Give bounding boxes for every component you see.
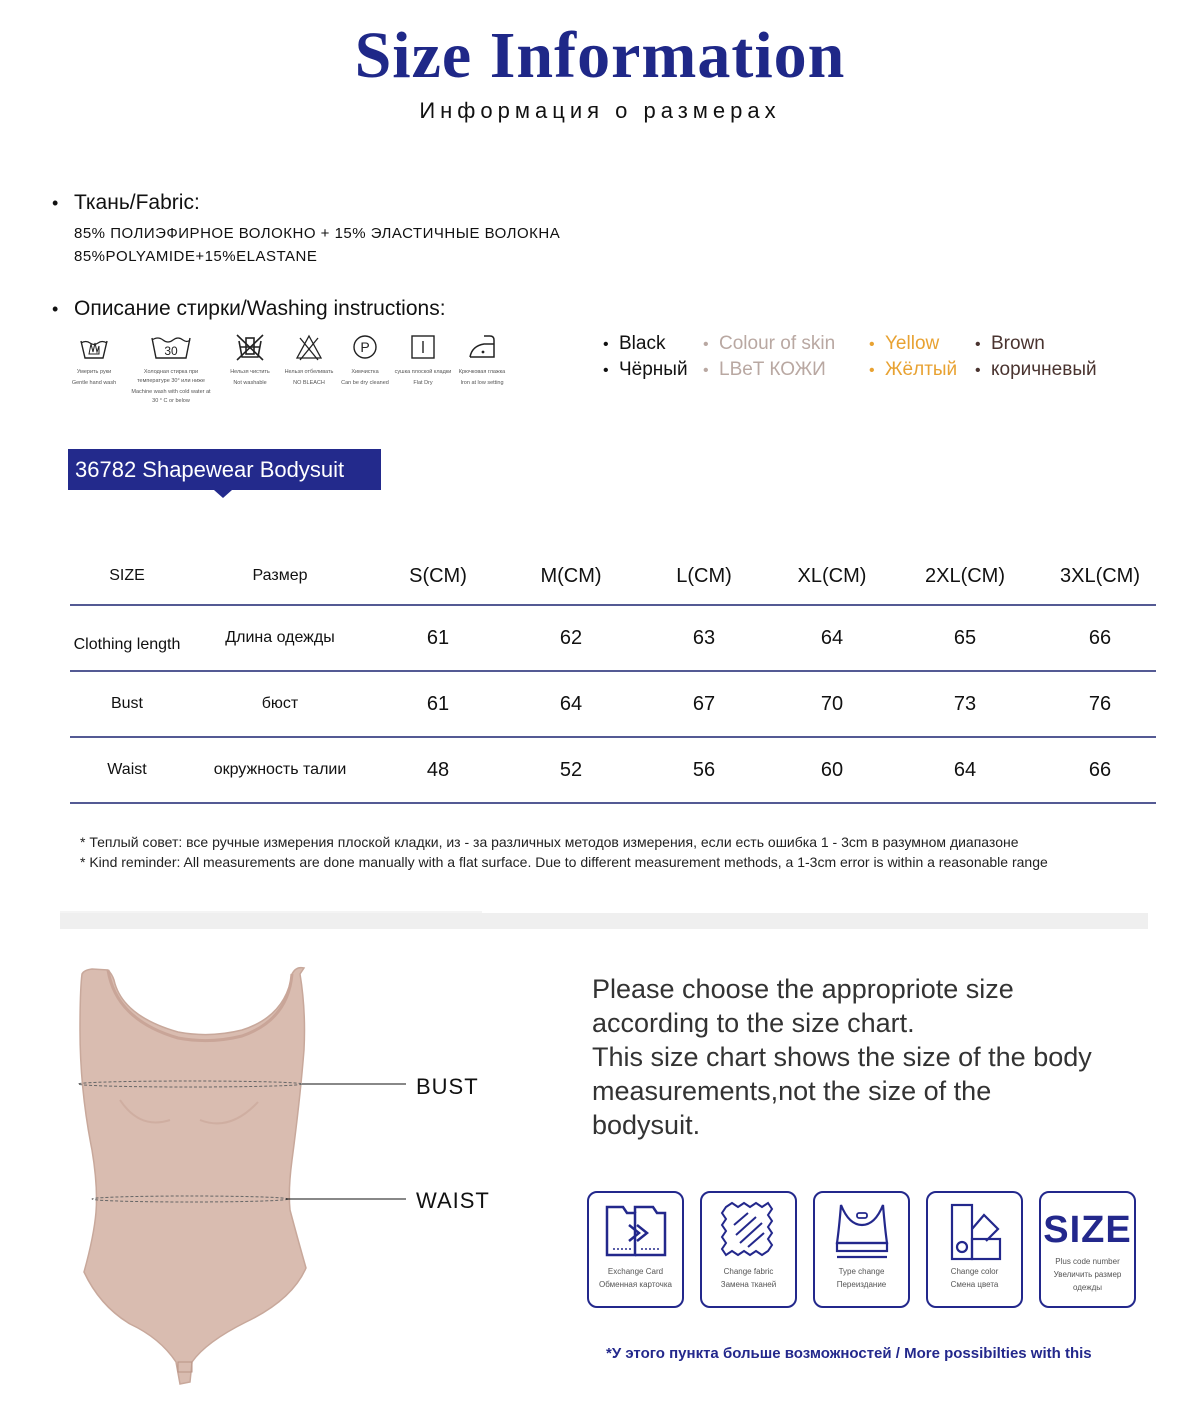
type-change-icon xyxy=(825,1199,899,1265)
header-size-ru: Размер xyxy=(252,567,308,584)
card-label-en: Plus code number xyxy=(1055,1257,1120,1266)
more-possibilities-note: *У этого пункта больше возможностей / More possibilties with this xyxy=(606,1345,1092,1362)
wash-30-icon xyxy=(150,332,192,362)
dry-clean-icon xyxy=(349,332,381,362)
card-label-ru: Обменная карточка xyxy=(599,1280,672,1289)
care-label-ru: Холодная стирка при температуре 30° или ниже xyxy=(137,369,205,384)
page-subtitle: Информация о размерах xyxy=(419,98,781,123)
color-option-brown-ru[interactable]: • коричневый xyxy=(975,359,1125,381)
info-line: bodysuit. xyxy=(592,1110,701,1140)
card-label-en: Change color xyxy=(950,1267,999,1276)
table-cell: 66 xyxy=(1088,626,1112,649)
bodysuit-image xyxy=(60,950,520,1410)
bust-label: BUST xyxy=(416,1074,479,1099)
product-tag-pointer xyxy=(214,490,232,498)
color-option-skin-ru[interactable]: • LBeT КОЖИ xyxy=(703,359,869,381)
change-color-icon xyxy=(938,1199,1012,1265)
header-size-l: L(CM) xyxy=(676,564,732,587)
table-cell: 76 xyxy=(1088,692,1112,715)
table-cell: 70 xyxy=(820,692,844,715)
table-header-row xyxy=(70,548,1156,606)
reminder-ru: * Теплый совет: все ручные измерения плоской кладки, из - за различных методов измерения, если есть ошибка 1 - 3cm в разумном диапазоне xyxy=(80,834,1019,850)
table-cell: 64 xyxy=(953,758,977,781)
fabric-heading: • Ткань/Fabric: xyxy=(52,191,200,215)
exchange-card-icon xyxy=(599,1199,673,1265)
bodysuit-shape xyxy=(80,968,306,1384)
color-option-black-en[interactable]: • Black xyxy=(603,333,703,355)
card-label-en: Type change xyxy=(838,1267,885,1276)
row-label-ru: Длина одежды xyxy=(225,629,335,646)
page-title: Size Information xyxy=(354,19,846,92)
info-line: This size chart shows the size of the body xyxy=(592,1042,1092,1072)
flat-dry-icon xyxy=(407,332,439,362)
no-bleach-icon xyxy=(293,332,325,362)
row-label-en: Clothing length xyxy=(73,636,181,653)
info-line: measurements,not the size of the xyxy=(592,1076,992,1106)
care-label-en: Flat Dry xyxy=(413,380,433,386)
header-size-s: S(CM) xyxy=(409,564,467,587)
header-size-m: M(CM) xyxy=(540,564,602,587)
card-label-en: Exchange Card xyxy=(607,1267,664,1276)
table-cell: 64 xyxy=(559,692,583,715)
table-row-bust xyxy=(70,672,1156,738)
care-item-wash-30 xyxy=(131,332,211,406)
header-size-3xl: 3XL(CM) xyxy=(1059,564,1140,587)
row-label-en: Bust xyxy=(110,695,143,712)
care-label-ru: Химчистка xyxy=(351,369,379,375)
row-label-en: Waist xyxy=(107,761,147,778)
care-label-en: Gentle hand wash xyxy=(71,380,117,386)
iron-low-icon xyxy=(466,332,498,362)
care-label-ru: сушка плоской кладки xyxy=(394,369,452,375)
waist-label: WAIST xyxy=(416,1188,490,1213)
info-line: according to the size chart. xyxy=(592,1008,915,1038)
header-size-2xl: 2XL(CM) xyxy=(924,564,1005,587)
table-cell: 65 xyxy=(953,626,977,649)
change-fabric-icon xyxy=(712,1199,786,1265)
washing-heading: • Описание стирки/Washing instructions: xyxy=(52,297,446,321)
care-label-en: Not washable xyxy=(233,380,267,386)
card-label-en: Change fabric xyxy=(723,1267,774,1276)
care-label-en: Iron at low setting xyxy=(460,380,504,386)
fabric-composition-ru: 85% ПОЛИЭФИРНОЕ ВОЛОКНО + 15% ЭЛАСТИЧНЫЕ ВОЛОКНА xyxy=(74,225,561,242)
table-row-clothing-length xyxy=(70,606,1156,672)
table-cell: 67 xyxy=(692,692,716,715)
table-cell: 52 xyxy=(559,758,583,781)
table-cell: 62 xyxy=(559,626,583,649)
color-option-brown-en[interactable]: • Brown xyxy=(975,333,1125,355)
color-option-yellow-ru[interactable]: • Жёлтый xyxy=(869,359,975,381)
card-change-color[interactable] xyxy=(926,1191,1023,1308)
row-label-ru: бюст xyxy=(261,695,299,712)
card-label-ru: Переиздание xyxy=(836,1280,887,1289)
table-cell: 64 xyxy=(820,626,844,649)
do-not-wash-icon xyxy=(234,332,266,362)
care-label-ru: Нельзя отбеливать xyxy=(284,369,334,375)
care-label-en: Can be dry cleaned xyxy=(341,380,389,386)
service-cards xyxy=(587,1191,1136,1308)
bodysuit-figure xyxy=(60,950,520,1410)
table-cell: 63 xyxy=(692,626,716,649)
color-option-black-ru[interactable]: • Чёрный xyxy=(603,359,703,381)
hand-wash-icon xyxy=(78,332,110,362)
size-advice-text xyxy=(592,972,1162,1142)
care-item-hand-wash xyxy=(54,332,134,388)
color-options xyxy=(603,333,1125,381)
card-label-ru: Замена тканей xyxy=(720,1280,777,1289)
care-label-en: NO BLEACH xyxy=(293,380,325,386)
header-size-en: SIZE xyxy=(109,567,145,584)
fabric-composition-en: 85%POLYAMIDE+15%ELASTANE xyxy=(74,248,318,265)
care-item-iron-low xyxy=(442,332,522,388)
card-exchange-card[interactable] xyxy=(587,1191,684,1308)
card-label-ru: Увеличить размер одежды xyxy=(1053,1270,1122,1292)
card-change-fabric[interactable] xyxy=(700,1191,797,1308)
table-cell: 61 xyxy=(426,692,450,715)
table-cell: 56 xyxy=(692,758,716,781)
care-label-ru: Умерить руки xyxy=(76,369,112,375)
table-cell: 61 xyxy=(426,626,450,649)
care-label-en: Machine wash with cold water at 30 ° C or below xyxy=(131,389,211,404)
color-option-yellow-en[interactable]: • Yellow xyxy=(869,333,975,355)
row-label-ru: окружность талии xyxy=(213,761,347,778)
color-option-skin-en[interactable]: • Colour of skin xyxy=(703,333,869,355)
section-divider xyxy=(60,913,1148,929)
care-label-ru: Нельзя чистить xyxy=(230,369,270,375)
info-line: Please choose the appropriote size xyxy=(592,974,1014,1004)
table-cell: 60 xyxy=(820,758,844,781)
card-type-change[interactable] xyxy=(813,1191,910,1308)
table-cell: 73 xyxy=(953,692,977,715)
table-cell: 66 xyxy=(1088,758,1112,781)
card-plus-size[interactable] xyxy=(1039,1191,1136,1308)
size-icon: SIZE xyxy=(1043,1209,1132,1251)
table-cell: 48 xyxy=(426,758,450,781)
care-label-ru: Крючковая глажка xyxy=(458,369,506,375)
product-tag: 36782 Shapewear Bodysuit xyxy=(68,449,381,490)
reminder-en: * Kind reminder: All measurements are done manually with a flat surface. Due to different measurement methods, a 1-3cm error is within a reasonable range xyxy=(80,854,1048,870)
size-table xyxy=(70,548,1156,804)
svg-text:30: 30 xyxy=(164,344,178,358)
table-row-waist xyxy=(70,738,1156,804)
svg-text:P: P xyxy=(360,339,370,355)
header-size-xl: XL(CM) xyxy=(797,564,867,587)
card-label-ru: Смена цвета xyxy=(950,1280,999,1289)
